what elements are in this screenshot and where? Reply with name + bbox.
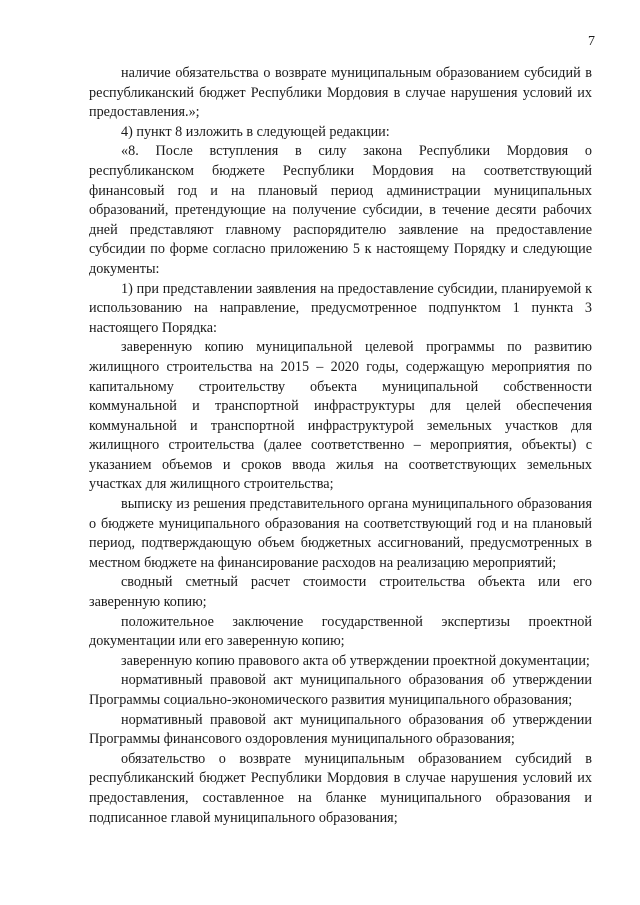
paragraph-return-obligation: обязательство о возврате муниципальным образованием субсидий в республиканский бюджет Республики Мордовия в случае нарушения условий их предоставления, составленное на бланке муниципального образования и подписанное главой муниципального образования; — [89, 750, 592, 826]
document-body — [89, 64, 592, 828]
paragraph-item-4: 4) пункт 8 изложить в следующей редакции: — [121, 123, 390, 140]
page-number: 7 — [588, 34, 595, 49]
paragraph-obligation-continued: наличие обязательства о возврате муниципальным образованием субсидий в республиканский бюджет Республики Мордовия в случае нарушения условий их предоставления.»; — [89, 65, 592, 121]
paragraph-clause-8: «8. После вступления в силу закона Республики Мордовия о республиканском бюджете Республики Мордовия на соответствующий финансовый год и на плановый период администрации муниципальных образований, претендующие на получение субсидии, в течение десяти рабочих дней представляют главному распорядителю заявление на предоставление субсидии по форме согласно приложению 5 к настоящему Порядку и следующие документы: — [89, 143, 592, 277]
paragraph-cost-estimate: сводный сметный расчет стоимости строительства объекта или его заверенную копию; — [89, 574, 592, 611]
paragraph-program-copy: заверенную копию муниципальной целевой программы по развитию жилищного строительства на 2015 – 2020 годы, содержащую мероприятия по капитальному строительству объекта муниципальной собственности коммунальной и транспортной инфраструктуры для целей обеспечения коммунальной и транспортной инфраструктурой земельных участков для жилищного строительства (далее соответственно – мероприятия, объекты) с указанием объемов и сроков ввода жилья на соответствующих земельных участках для жилищного строительства; — [89, 339, 592, 493]
paragraph-subitem-1: 1) при представлении заявления на предоставление субсидии, планируемой к использованию на направление, предусмотренное подпунктом 1 пункта 3 настоящего Порядка: — [89, 280, 592, 336]
paragraph-financial-recovery-program: нормативный правовой акт муниципального образования об утверждении Программы финансового оздоровления муниципального образования; — [89, 711, 592, 748]
paragraph-expertise-conclusion: положительное заключение государственной экспертизы проектной документации или его заверенную копию; — [89, 613, 592, 650]
paragraph-socio-economic-program: нормативный правовой акт муниципального образования об утверждении Программы социально-экономического развития муниципального образования; — [89, 672, 592, 708]
paragraph-legal-act-copy: заверенную копию правового акта об утверждении проектной документации; — [121, 652, 590, 669]
paragraph-budget-extract: выписку из решения представительного органа муниципального образования о бюджете муниципального образования на соответствующий год и на плановый период, подтверждающую объем бюджетных ассигнований, предусмотренных в местном бюджете на финансирование расходов на реализацию мероприятий; — [89, 496, 592, 571]
